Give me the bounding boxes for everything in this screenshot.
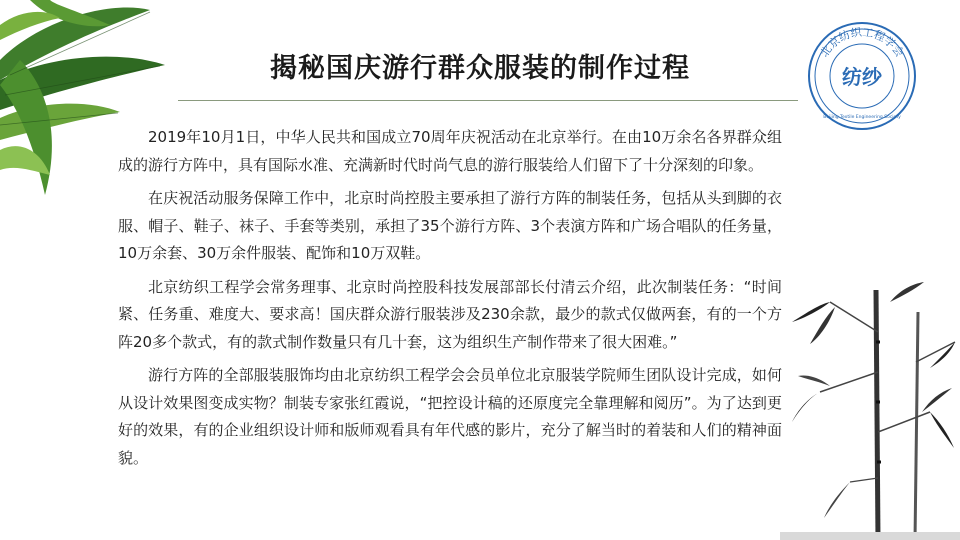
- paragraph-2: 在庆祝活动服务保障工作中，北京时尚控股主要承担了游行方阵的制装任务，包括从头到脚的衣服、帽子、鞋子、袜子、手套等类别，承担了35个游行方阵、3个表演方阵和广场合唱队的任务量，10万余套、30万余件服装、配饰和10万双鞋。: [118, 189, 782, 262]
- paragraph-3: 北京纺织工程学会常务理事、北京时尚控股科技发展部部长付清云介绍，此次制装任务：“时间紧、任务重、难度大、要求高！国庆群众游行服装涉及230余款，最少的款式仅做两套，有的一个方阵20多个款式，有的款式制作数量只有几十套，这为组织生产制作带来了很大困难。”: [118, 277, 782, 351]
- article-body: [118, 124, 782, 478]
- paragraph-1: 2019年10月1日，中华人民共和国成立70周年庆祝活动在北京举行。在由10万余名各界群众组成的游行方阵中，具有国际水准、充满新时代时尚气息的游行服装给人们留下了十分深刻的印象。: [118, 128, 782, 174]
- svg-text:纺纱: 纺纱: [842, 65, 882, 89]
- title-divider: [178, 100, 798, 101]
- footer-bar: [780, 532, 960, 540]
- society-logo: [806, 20, 918, 132]
- page-title: 揭秘国庆游行群众服装的制作过程: [270, 53, 690, 84]
- bamboo-ink-decoration: [790, 282, 960, 540]
- svg-text:北京纺织工程学会: 北京纺织工程学会: [817, 25, 907, 60]
- paragraph-4: 游行方阵的全部服装服饰均由北京纺织工程学会会员单位北京服装学院师生团队设计完成，如何从设计效果图变成实物？制装专家张红霞说，“把控设计稿的还原度完全靠理解和阅历”。为了达到更好的效果，有的企业组织设计师和版师观看具有年代感的影片，充分了解当时的着装和人们的精神面貌。: [118, 366, 782, 467]
- svg-text:Beijing Textile Engineering So: Beijing Textile Engineering Society: [823, 115, 901, 120]
